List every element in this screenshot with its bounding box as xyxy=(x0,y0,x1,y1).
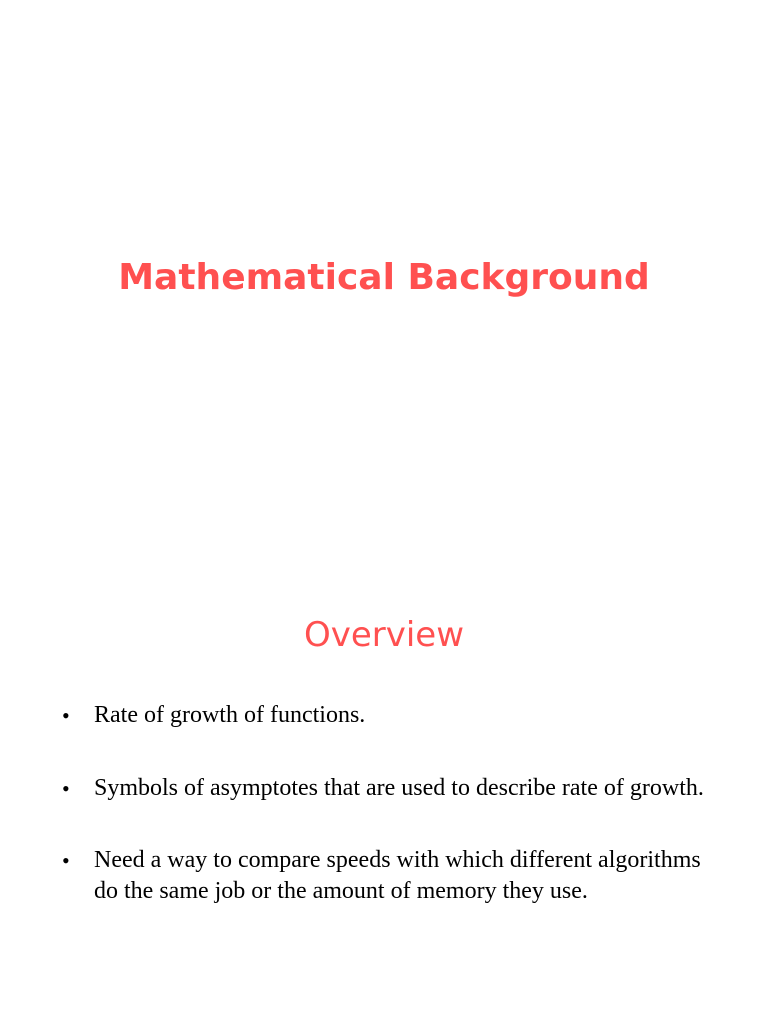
bullet-icon: • xyxy=(62,848,70,873)
bullet-icon: • xyxy=(62,703,70,728)
overview-bullet-list xyxy=(62,700,712,949)
overview-heading: Overview xyxy=(303,615,465,655)
bullet-text: Symbols of asymptotes that are used to describe rate of growth. xyxy=(94,775,704,801)
bullet-item-asymptote-symbols xyxy=(62,773,712,804)
bullet-text: Need a way to compare speeds with which different algorithms do the same job or the amount of memory they use. xyxy=(94,847,701,904)
bullet-item-compare-speeds xyxy=(62,845,712,907)
slide-title: Mathematical Background xyxy=(118,257,650,298)
bullet-icon: • xyxy=(62,776,70,801)
bullet-item-rate-of-growth xyxy=(62,700,712,731)
bullet-text: Rate of growth of functions. xyxy=(94,702,366,728)
